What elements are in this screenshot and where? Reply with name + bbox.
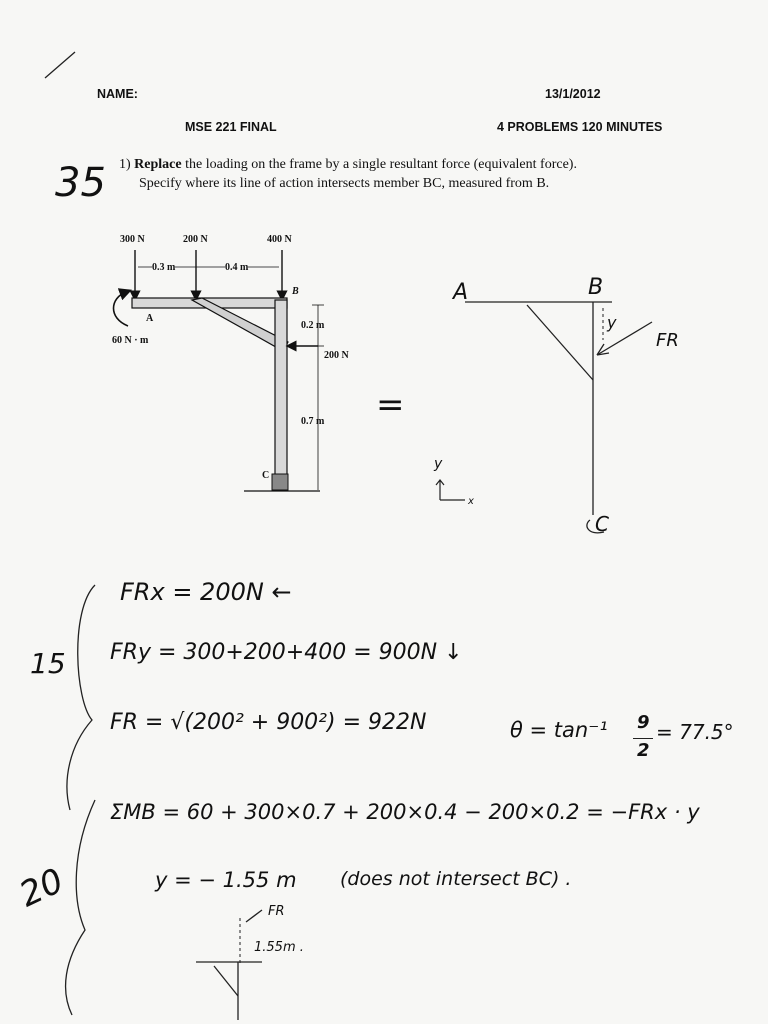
theta-numerator: 9	[637, 712, 650, 733]
small-fr-label: FR	[268, 904, 285, 919]
point-b-label: B	[292, 286, 299, 297]
sketch-label-a: A	[453, 280, 469, 305]
point-c-label: C	[262, 470, 270, 481]
sketch-force-line	[597, 322, 652, 355]
small-brace	[214, 966, 238, 996]
point-a-label: A	[146, 313, 154, 324]
dimension-label-3: 0.2 m	[301, 320, 325, 331]
equals-sign: =	[376, 385, 405, 425]
dimension-label-4: 0.7 m	[301, 416, 325, 427]
sketch-label-c: C	[595, 512, 609, 536]
theta-value: = 77.5°	[656, 720, 734, 744]
sketch-label-y: y	[607, 313, 617, 332]
score-part1: 15	[30, 647, 66, 680]
problem-number: 1)	[119, 157, 131, 172]
exam-info: 4 PROBLEMS 120 MINUTES	[497, 120, 663, 134]
equation-fr: FR = √(200² + 900²) = 922N	[110, 710, 427, 735]
theta-fraction-bar	[633, 738, 653, 739]
side-load-label: 200 N	[324, 350, 349, 361]
equation-y: y = − 1.55 m	[155, 868, 297, 892]
intersection-note: (does not intersect BC) .	[340, 868, 572, 890]
sketch-label-fr: FR	[656, 330, 679, 351]
score-part2: 20	[13, 860, 70, 916]
dimension-label-2: 0.4 m	[225, 262, 249, 273]
problem-text-1: the loading on the frame by a single resultant force (equivalent force).	[181, 157, 577, 172]
check-mark	[45, 52, 75, 78]
course-title: MSE 221 FINAL	[185, 120, 277, 134]
exam-date: 13/1/2012	[545, 87, 601, 101]
axis-label-x: x	[468, 496, 474, 507]
theta-denominator: 2	[637, 740, 650, 761]
dimension-label-1: 0.3 m	[152, 262, 176, 273]
equation-theta: θ = tan⁻¹	[510, 718, 608, 742]
problem-keyword: Replace	[134, 157, 182, 172]
small-force-line	[246, 910, 262, 922]
score-total: 35	[55, 160, 106, 206]
problem-text-2: Specify where its line of action intersects member BC, measured from B.	[139, 176, 550, 191]
load-label-300: 300 N	[120, 234, 145, 245]
equation-frx: FRx = 200N ←	[120, 578, 292, 606]
name-label: NAME:	[97, 87, 138, 101]
equation-fry: FRy = 300+200+400 = 900N ↓	[110, 640, 463, 665]
sketch-brace	[527, 305, 593, 380]
moment-label: 60 N · m	[112, 335, 149, 346]
moment-equation: ΣMB = 60 + 300×0.7 + 200×0.4 − 200×0.2 = −FRx · y	[110, 800, 700, 824]
sketch-label-b: B	[588, 275, 604, 300]
axes-icon	[436, 480, 465, 500]
load-label-200: 200 N	[183, 234, 208, 245]
brace-part1	[67, 585, 95, 810]
small-distance-label: 1.55m .	[254, 940, 304, 955]
axis-label-y: y	[434, 456, 443, 472]
brace-part2	[66, 800, 95, 1015]
load-label-400: 400 N	[267, 234, 292, 245]
